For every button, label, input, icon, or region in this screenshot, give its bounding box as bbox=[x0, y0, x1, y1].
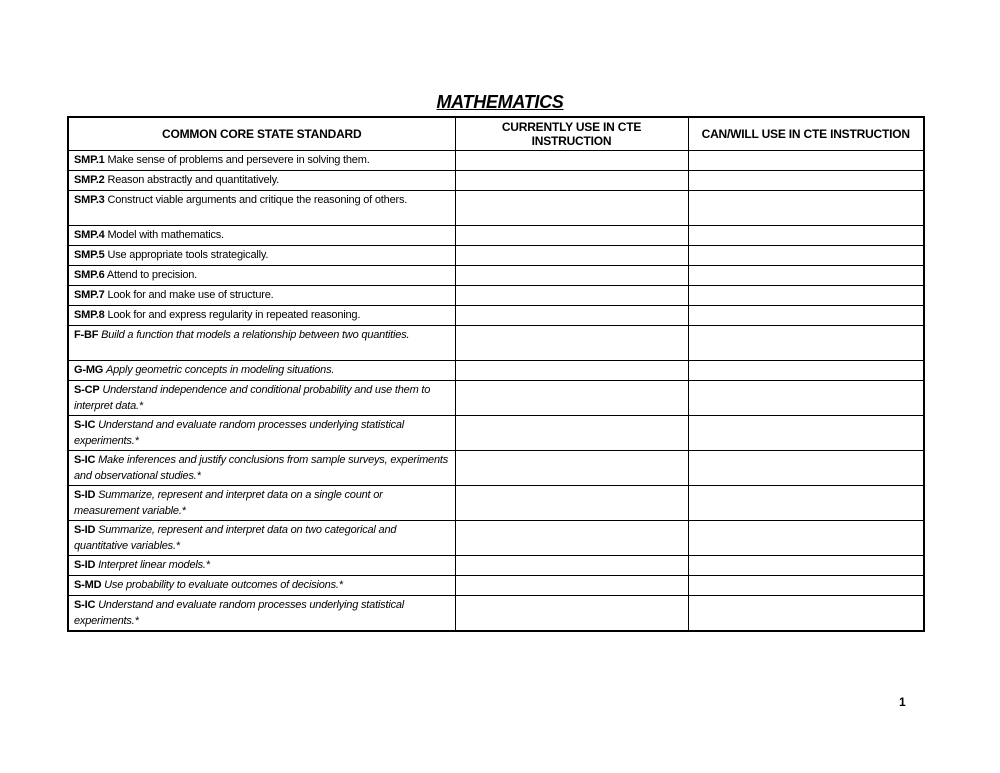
standard-description: Look for and express regularity in repeated reasoning. bbox=[107, 309, 361, 321]
table-row bbox=[68, 521, 924, 556]
standard-description: Reason abstractly and quantitatively. bbox=[107, 174, 280, 186]
table-row bbox=[68, 286, 924, 306]
currently-use-cell[interactable] bbox=[455, 576, 688, 596]
standard-code: S-IC bbox=[74, 454, 96, 466]
can-will-use-cell[interactable] bbox=[688, 361, 924, 381]
currently-use-cell[interactable] bbox=[455, 286, 688, 306]
can-will-use-cell[interactable] bbox=[688, 151, 924, 171]
table-row bbox=[68, 306, 924, 326]
can-will-use-cell[interactable] bbox=[688, 286, 924, 306]
can-will-use-cell[interactable] bbox=[688, 246, 924, 266]
standard-description: Look for and make use of structure. bbox=[107, 289, 274, 301]
currently-use-cell[interactable] bbox=[455, 151, 688, 171]
standard-cell bbox=[68, 381, 455, 416]
standard-code: SMP.7 bbox=[74, 289, 105, 301]
standard-code: S-CP bbox=[74, 384, 100, 396]
can-will-use-cell[interactable] bbox=[688, 326, 924, 361]
currently-use-cell[interactable] bbox=[455, 191, 688, 226]
standard-code: S-ID bbox=[74, 524, 96, 536]
can-will-use-cell[interactable] bbox=[688, 191, 924, 226]
standard-cell bbox=[68, 306, 455, 326]
table-header-row bbox=[68, 117, 924, 151]
currently-use-cell[interactable] bbox=[455, 246, 688, 266]
standard-cell bbox=[68, 286, 455, 306]
standard-code: S-ID bbox=[74, 489, 96, 501]
currently-use-cell[interactable] bbox=[455, 306, 688, 326]
table-row bbox=[68, 226, 924, 246]
standard-cell bbox=[68, 171, 455, 191]
standard-code: SMP.5 bbox=[74, 249, 105, 261]
standard-code: SMP.6 bbox=[74, 269, 105, 281]
standard-cell bbox=[68, 596, 455, 632]
table-row bbox=[68, 576, 924, 596]
can-will-use-cell[interactable] bbox=[688, 521, 924, 556]
standard-description: Understand and evaluate random processes underlying statistical experiments.* bbox=[74, 419, 405, 447]
standard-cell bbox=[68, 326, 455, 361]
standard-code: S-MD bbox=[74, 579, 102, 591]
standard-code: G-MG bbox=[74, 364, 104, 376]
standards-table bbox=[67, 116, 925, 632]
page-title: MATHEMATICS bbox=[436, 92, 564, 112]
currently-use-cell[interactable] bbox=[455, 556, 688, 576]
can-will-use-cell[interactable] bbox=[688, 451, 924, 486]
standard-description: Use probability to evaluate outcomes of decisions.* bbox=[104, 579, 343, 591]
can-will-use-cell[interactable] bbox=[688, 596, 924, 632]
standard-code: S-ID bbox=[74, 559, 96, 571]
standard-description: Use appropriate tools strategically. bbox=[107, 249, 269, 261]
currently-use-cell[interactable] bbox=[455, 361, 688, 381]
standard-description: Model with mathematics. bbox=[107, 229, 224, 241]
standard-code: S-IC bbox=[74, 419, 96, 431]
standard-cell bbox=[68, 416, 455, 451]
table-row bbox=[68, 326, 924, 361]
standard-code: SMP.3 bbox=[74, 194, 105, 206]
table-row bbox=[68, 486, 924, 521]
currently-use-cell[interactable] bbox=[455, 521, 688, 556]
table-row bbox=[68, 266, 924, 286]
table-row bbox=[68, 556, 924, 576]
currently-use-cell[interactable] bbox=[455, 486, 688, 521]
standard-description: Understand and evaluate random processes underlying statistical experiments.* bbox=[74, 599, 405, 627]
standard-code: F-BF bbox=[74, 329, 99, 341]
can-will-use-cell[interactable] bbox=[688, 171, 924, 191]
standard-cell bbox=[68, 486, 455, 521]
standard-description: Build a function that models a relationship between two quantities. bbox=[101, 329, 410, 341]
standard-cell bbox=[68, 521, 455, 556]
currently-use-cell[interactable] bbox=[455, 226, 688, 246]
standard-cell bbox=[68, 266, 455, 286]
standard-description: Construct viable arguments and critique the reasoning of others. bbox=[107, 194, 408, 206]
currently-use-cell[interactable] bbox=[455, 381, 688, 416]
currently-use-cell[interactable] bbox=[455, 266, 688, 286]
standard-code: S-IC bbox=[74, 599, 96, 611]
standard-description: Make sense of problems and persevere in solving them. bbox=[107, 154, 370, 166]
table-row bbox=[68, 596, 924, 632]
standard-code: SMP.1 bbox=[74, 154, 105, 166]
standard-description: Apply geometric concepts in modeling situations. bbox=[106, 364, 335, 376]
table-row bbox=[68, 191, 924, 226]
can-will-use-cell[interactable] bbox=[688, 576, 924, 596]
can-will-use-cell[interactable] bbox=[688, 416, 924, 451]
column-header-currently-use: CURRENTLY USE IN CTE INSTRUCTION bbox=[455, 117, 688, 151]
table-row bbox=[68, 246, 924, 266]
column-header-can-will-use: CAN/WILL USE IN CTE INSTRUCTION bbox=[688, 117, 924, 151]
can-will-use-cell[interactable] bbox=[688, 266, 924, 286]
column-header-standard: COMMON CORE STATE STANDARD bbox=[68, 117, 455, 151]
standard-cell bbox=[68, 246, 455, 266]
table-row bbox=[68, 381, 924, 416]
can-will-use-cell[interactable] bbox=[688, 556, 924, 576]
table-row bbox=[68, 151, 924, 171]
can-will-use-cell[interactable] bbox=[688, 226, 924, 246]
standard-description: Understand independence and conditional probability and use them to interpret data.* bbox=[74, 384, 431, 412]
standard-description: Make inferences and justify conclusions from sample surveys, experiments and observational studies.* bbox=[74, 454, 449, 482]
standard-cell bbox=[68, 151, 455, 171]
standard-cell bbox=[68, 191, 455, 226]
currently-use-cell[interactable] bbox=[455, 596, 688, 632]
table-row bbox=[68, 416, 924, 451]
standard-cell bbox=[68, 226, 455, 246]
standard-code: SMP.2 bbox=[74, 174, 105, 186]
standard-description: Summarize, represent and interpret data on a single count or measurement variable.* bbox=[74, 489, 383, 517]
standard-description: Attend to precision. bbox=[106, 269, 198, 281]
standard-cell bbox=[68, 576, 455, 596]
can-will-use-cell[interactable] bbox=[688, 306, 924, 326]
currently-use-cell[interactable] bbox=[455, 416, 688, 451]
page-number: 1 bbox=[899, 695, 906, 709]
can-will-use-cell[interactable] bbox=[688, 486, 924, 521]
table-row bbox=[68, 171, 924, 191]
table-row bbox=[68, 361, 924, 381]
standard-cell bbox=[68, 451, 455, 486]
currently-use-cell[interactable] bbox=[455, 326, 688, 361]
standard-cell bbox=[68, 361, 455, 381]
standard-code: SMP.4 bbox=[74, 229, 105, 241]
can-will-use-cell[interactable] bbox=[688, 381, 924, 416]
standard-description: Interpret linear models.* bbox=[98, 559, 210, 571]
currently-use-cell[interactable] bbox=[455, 171, 688, 191]
standard-code: SMP.8 bbox=[74, 309, 105, 321]
standard-description: Summarize, represent and interpret data on two categorical and quantitative variables.* bbox=[74, 524, 397, 552]
table-row bbox=[68, 451, 924, 486]
currently-use-cell[interactable] bbox=[455, 451, 688, 486]
standard-cell bbox=[68, 556, 455, 576]
